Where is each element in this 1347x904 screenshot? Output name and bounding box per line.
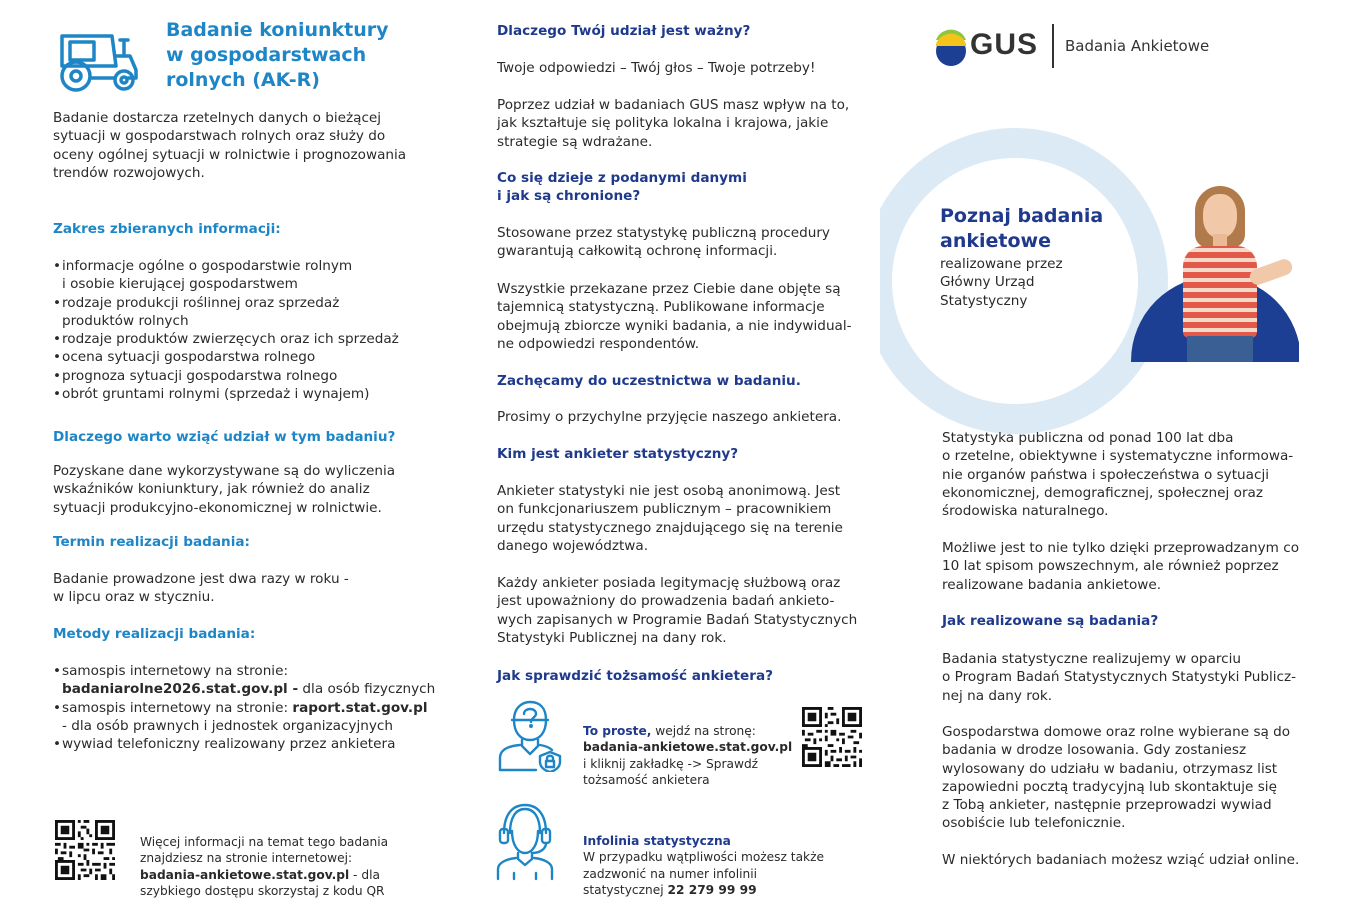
data-protection-text-2: Wszystkie przekazane przez Ciebie dane objęte są tajemnicą statystyczną. Publikowane informacje obejmują zbiorcze wyniki badania, a nie indywidual- ne odpowiedzi respondentów. xyxy=(497,281,852,352)
how-text-1: Badania statystyczne realizujemy w oparciu o Program Badań Statystycznych Statystyki Publicz- nej na dany rok. xyxy=(942,651,1297,704)
encourage-text: Prosimy o przychylne przyjęcie naszego ankietera. xyxy=(497,409,842,425)
link-verify-interviewer[interactable]: badania-ankietowe.stat.gov.pl xyxy=(583,740,793,755)
qr-code-icon xyxy=(55,820,115,880)
tractor-icon xyxy=(50,24,142,94)
logo-text: GUS xyxy=(970,28,1039,61)
list-item: • informacje ogólne o gospodarstwie rolnym i osobie kierującej gospodarstwem xyxy=(53,257,438,294)
more-info: Więcej informacji na temat tego badania znajdziesz na stronie internetowej: badania-ankietowe.stat.gov.pl - dla szybkiego dostępu skorzystaj z kodu QR xyxy=(140,835,389,898)
scope-list xyxy=(53,257,438,403)
list-item: • obrót gruntami rolnymi (sprzedaż i wynajem) xyxy=(53,385,438,403)
helpline: Infolinia statystyczna W przypadku wątpliwości możesz także zadzwonić na numer infolinii statystycznej 22 279 99 99 xyxy=(583,834,825,897)
methods-list xyxy=(53,662,438,753)
logo-tagline: Badania Ankietowe xyxy=(1065,37,1210,55)
headset-icon xyxy=(494,803,556,881)
link-raport[interactable]: raport.stat.gov.pl xyxy=(292,699,428,716)
helpline-phone[interactable]: 22 279 99 99 xyxy=(667,882,757,897)
term-heading: Termin realizacji badania: xyxy=(53,534,250,550)
why-important-heading: Dlaczego Twój udział jest ważny? xyxy=(497,23,751,39)
list-item: • rodzaje produktów zwierzęcych oraz ich sprzedaż xyxy=(53,330,438,348)
data-protection-text-1: Stosowane przez statystykę publiczną procedury gwarantują całkowitą ochronę informacji. xyxy=(497,225,830,260)
term-text: Badanie prowadzone jest dwa razy w roku - w lipcu oraz w styczniu. xyxy=(53,571,349,606)
person-jeans xyxy=(1187,336,1253,362)
how-heading: Jak realizowane są badania? xyxy=(942,613,1159,629)
list-item: • samospis internetowy na stronie: badaniarolne2026.stat.gov.pl - dla osób fizycznych xyxy=(53,662,438,699)
list-item: • prognoza sytuacji gospodarstwa rolnego xyxy=(53,367,438,385)
encourage-heading: Zachęcamy do uczestnictwa w badaniu. xyxy=(497,373,801,389)
list-item: • samospis internetowy na stronie: raport.stat.gov.pl - dla osób prawnych i jednostek organizacyjnych xyxy=(53,699,438,736)
gus-logo-icon xyxy=(934,22,968,68)
logo-divider xyxy=(1052,24,1054,68)
qr-code-icon xyxy=(802,707,862,767)
hero-subtitle: realizowane przez Główny Urząd Statystyczny xyxy=(940,256,1063,309)
how-text-3: W niektórych badaniach możesz wziąć udział online. xyxy=(942,852,1300,868)
hero-title: Poznaj badania ankietowe xyxy=(940,205,1104,252)
why-heading: Dlaczego warto wziąć udział w tym badaniu? xyxy=(53,429,396,445)
list-item: • ocena sytuacji gospodarstwa rolnego xyxy=(53,348,438,366)
stats-census: Możliwe jest to nie tylko dzięki przeprowadzanym co 10 lat spisom powszechnym, ale również poprzez realizowane badania ankietowe. xyxy=(942,540,1300,593)
interviewer-heading: Kim jest ankieter statystyczny? xyxy=(497,446,739,462)
verify-text: To proste, wejdź na stronę: badania-ankietowe.stat.gov.pl i kliknij zakładkę -> Sprawdź tożsamość ankietera xyxy=(583,724,793,787)
person-face xyxy=(1203,194,1237,238)
right-column xyxy=(880,0,1347,904)
link-badania-ankietowe[interactable]: badania-ankietowe.stat.gov.pl xyxy=(140,867,350,882)
verify-heading: Jak sprawdzić tożsamość ankietera? xyxy=(497,668,774,684)
inspector-icon xyxy=(494,698,566,772)
data-protection-heading: Co się dzieje z podanymi danymi i jak są chronione? xyxy=(497,170,747,205)
interviewer-text-2: Każdy ankieter posiada legitymację służbową oraz jest upoważniony do prowadzenia badań ankieto- wych zapisanych w Programie Badań Statystycznych Statystyki Publicznej na dany rok. xyxy=(497,575,858,646)
left-column xyxy=(0,0,440,904)
methods-heading: Metody realizacji badania: xyxy=(53,626,256,642)
scope-heading: Zakres zbieranych informacji: xyxy=(53,221,281,237)
stats-intro: Statystyka publiczna od ponad 100 lat dba o rzetelne, obiektywne i systematyczne informowa- nie organów państwa i społeczeństwa o sytuacji ekonomicznej, demograficznej, społecznej oraz środowiska naturalnego. xyxy=(942,430,1294,520)
intro-text: Badanie dostarcza rzetelnych danych o bieżącej sytuacji w gospodarstwach rolnych oraz służy do oceny ogólnej sytuacji w rolnictwie i prognozowania trendów rozwojowych. xyxy=(53,110,407,181)
why-important-slogan: Twoje odpowiedzi – Twój głos – Twoje potrzeby! xyxy=(497,60,816,76)
how-text-2: Gospodarstwa domowe oraz rolne wybierane są do badania w drodze losowania. Gdy zostaniesz wylosowany do udziału w badaniu, otrzymasz list zapowiedni pocztą tradycyjną lub skontaktuje się z Tobą ankieter, następnie przeprowadzi wywiad osobiście lub telefonicznie. xyxy=(942,724,1291,832)
middle-column xyxy=(440,0,880,904)
list-item: • rodzaje produkcji roślinnej oraz sprzedaż produktów rolnych xyxy=(53,294,438,331)
hero-person-image xyxy=(1131,186,1299,362)
survey-title: Badanie koniunktury w gospodarstwach rolnych (AK-R) xyxy=(166,19,389,91)
why-important-text: Poprzez udział w badaniach GUS masz wpływ na to, jak kształtuje się polityka lokalna i krajowa, jakie strategie są wdrażane. xyxy=(497,97,850,150)
person-shirt xyxy=(1183,246,1257,338)
interviewer-text-1: Ankieter statystyki nie jest osobą anonimową. Jest on funkcjonariuszem publicznym – pracownikiem urzędu statystycznego znajdującego się na terenie danego województwa. xyxy=(497,483,843,554)
list-item: • wywiad telefoniczny realizowany przez ankietera xyxy=(53,735,438,753)
why-text: Pozyskane dane wykorzystywane są do wyliczenia wskaźników koniunktury, jak również do analiz sytuacji produkcyjno-ekonomicznej w rolnictwie. xyxy=(53,463,396,516)
link-badaniarolne[interactable]: badaniarolne2026.stat.gov.pl - xyxy=(62,681,299,698)
